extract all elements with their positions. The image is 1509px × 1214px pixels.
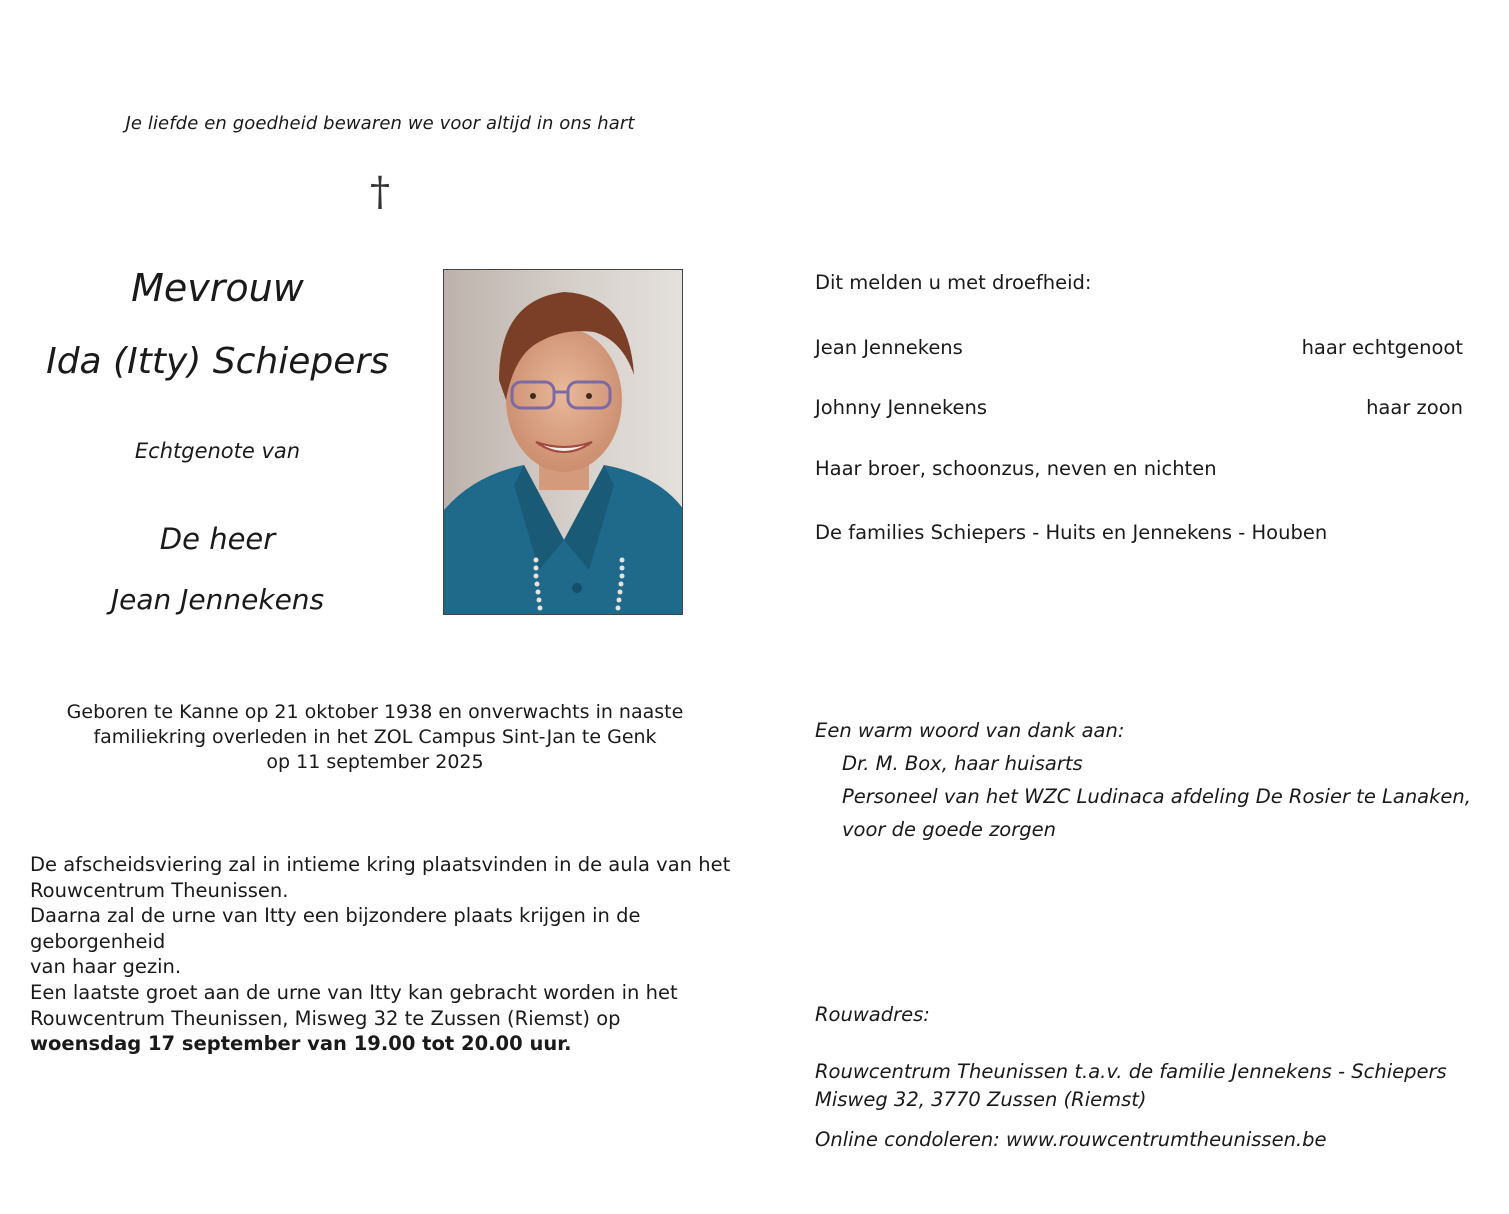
visitation-paragraph	[30, 980, 760, 1057]
birth-death-line: Geboren te Kanne op 21 oktober 1938 en onverwachts in naaste	[66, 701, 684, 723]
cross-icon: †	[370, 169, 390, 215]
mourning-address-heading: Rouwadres:	[815, 1003, 930, 1026]
family-member-name: Johnny Jennekens	[815, 396, 988, 419]
announcement-intro: Dit melden u met droefheid:	[815, 271, 1092, 294]
visitation-line: Rouwcentrum Theunissen, Misweg 32 te Zussen (Riemst) op	[30, 1006, 621, 1030]
portrait-photo	[443, 269, 683, 615]
mourning-address-line: Rouwcentrum Theunissen t.a.v. de familie Jennekens - Schiepers	[815, 1060, 1447, 1083]
birth-death-line: op 11 september 2025	[266, 751, 484, 773]
birth-death-line: familiekring overleden in het ZOL Campus Sint-Jan te Genk	[93, 726, 657, 748]
family-member-name: Jean Jennekens	[815, 336, 963, 359]
visitation-line: Een laatste groet aan de urne van Itty kan gebracht worden in het	[30, 981, 678, 1004]
thanks-heading: Een warm woord van dank aan:	[815, 719, 1125, 742]
online-condolence: Online condoleren: www.rouwcentrumtheunissen.be	[815, 1128, 1327, 1151]
family-member-row	[815, 335, 1463, 361]
mourning-address	[815, 1058, 1447, 1114]
birth-death-info	[40, 700, 710, 775]
thanks-line: voor de goede zorgen	[842, 818, 1056, 841]
ceremony-line: Daarna zal de urne van Itty een bijzondere plaats krijgen in de geborgenheid	[30, 904, 641, 953]
spouse-name: Jean Jennekens	[110, 583, 325, 616]
thanks-line: Dr. M. Box, haar huisarts	[842, 752, 1083, 775]
ceremony-line: van haar gezin.	[30, 955, 182, 978]
relation-label: Echtgenote van	[134, 439, 301, 463]
portrait-illustration	[444, 270, 683, 615]
visitation-datetime: woensdag 17 september van 19.00 tot 20.00 uur.	[30, 1032, 572, 1055]
ceremony-line: De afscheidsviering zal in intieme kring plaatsvinden in de aula van het	[30, 853, 731, 876]
family-member-relation: haar zoon	[1366, 396, 1463, 419]
mourning-address-line: Misweg 32, 3770 Zussen (Riemst)	[815, 1088, 1147, 1111]
ceremony-line: Rouwcentrum Theunissen.	[30, 878, 289, 902]
motto: Je liefde en goedheid bewaren we voor altijd in ons hart	[125, 113, 635, 134]
ceremony-paragraph	[30, 852, 760, 980]
deceased-title: Mevrouw	[131, 266, 304, 310]
family-member-row	[815, 395, 1463, 421]
thanks-section	[815, 714, 1471, 846]
thanks-line: Personeel van het WZC Ludinaca afdeling De Rosier te Lanaken,	[842, 785, 1471, 808]
families-line: De families Schiepers - Huits en Jennekens - Houben	[815, 521, 1328, 544]
family-member-relation: haar echtgenoot	[1301, 336, 1463, 359]
spouse-title: De heer	[159, 522, 276, 556]
extended-family: Haar broer, schoonzus, neven en nichten	[815, 457, 1217, 480]
deceased-name: Ida (Itty) Schiepers	[46, 341, 389, 382]
